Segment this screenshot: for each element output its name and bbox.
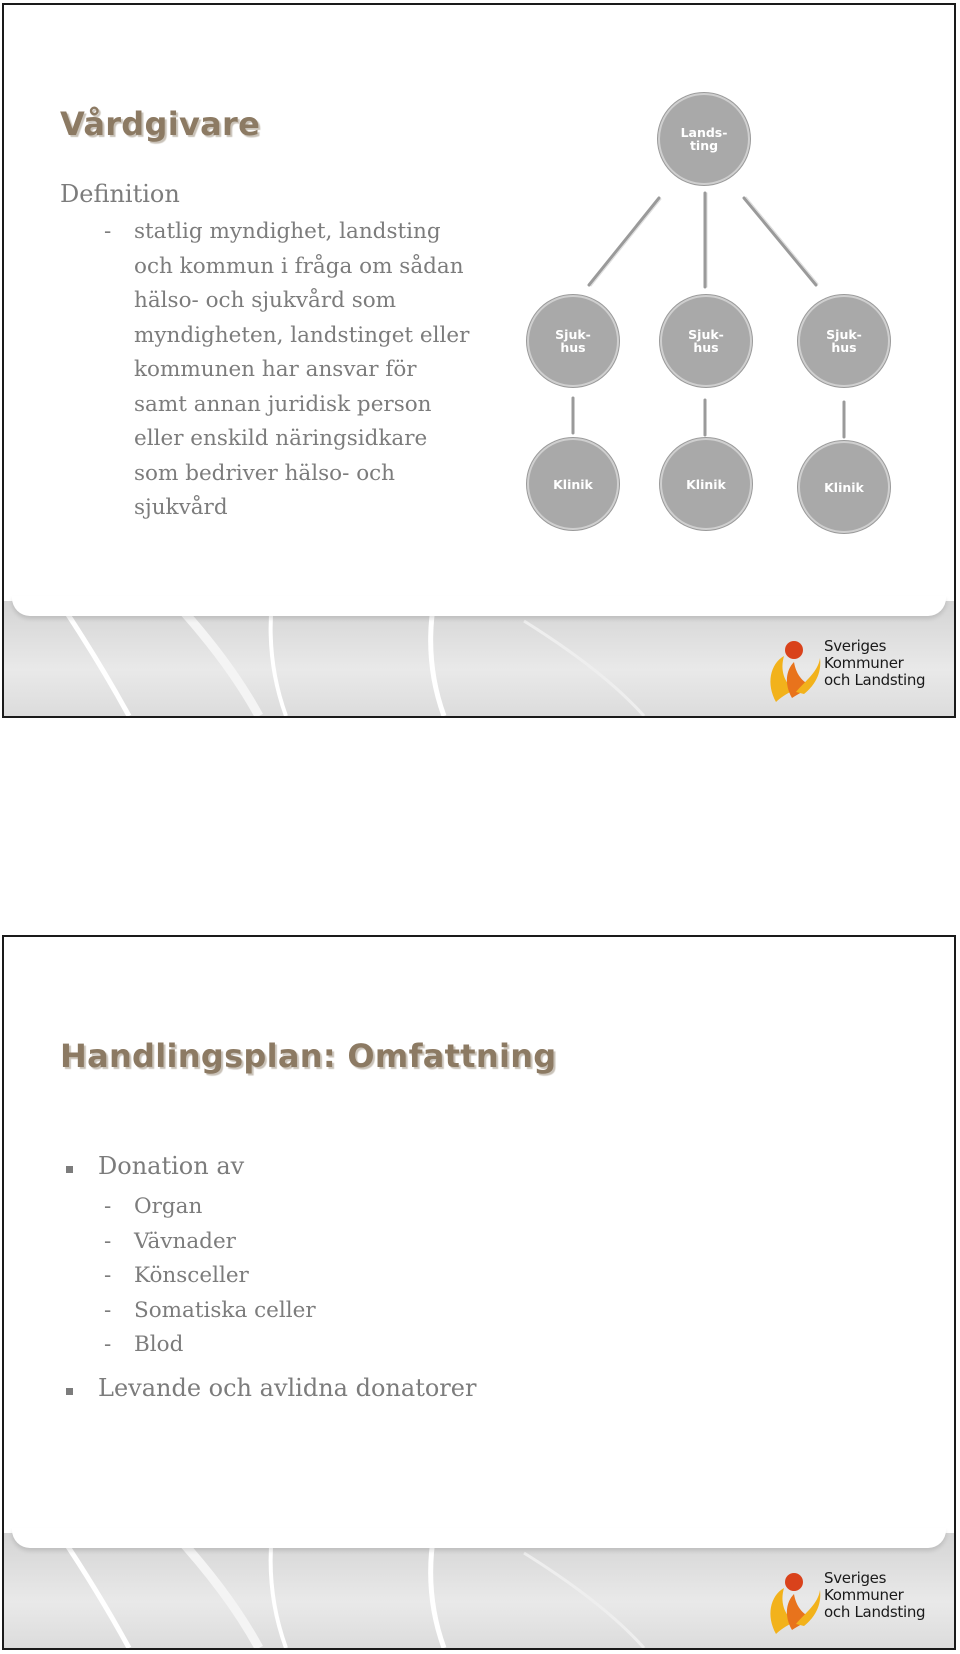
definition-line: som bedriver hälso- och	[134, 460, 396, 486]
definition-line: och kommun i fråga om sådan	[134, 253, 464, 279]
sub-item-dash: -	[104, 1228, 112, 1254]
logo-line: Kommuner	[824, 1586, 904, 1604]
definition-heading: Definition	[60, 180, 180, 208]
skl-logo	[766, 1566, 936, 1634]
skl-logo-icon	[766, 1566, 822, 1634]
org-node-klinik	[660, 438, 752, 530]
sub-item-label: Somatiska celler	[134, 1297, 316, 1323]
sub-item	[104, 1294, 316, 1329]
skl-logo-icon	[766, 634, 822, 702]
node-label: Sjuk- hus	[688, 327, 724, 355]
node-label: Sjuk- hus	[555, 327, 591, 355]
sub-item-label: Organ	[134, 1194, 203, 1219]
definition-line: statlig myndighet, landsting	[134, 219, 441, 244]
node-label: Klinik	[553, 476, 593, 492]
definition-line: samt annan juridisk person	[134, 391, 432, 417]
logo-line: Sveriges	[824, 1569, 887, 1587]
slide-title: Handlingsplan: Omfattning	[60, 1037, 557, 1075]
bullet-list	[60, 1152, 660, 1432]
sub-item-label: Blod	[134, 1332, 184, 1357]
slide-vardgivare	[2, 3, 956, 718]
sub-item-dash: -	[104, 1263, 112, 1288]
definition-line: hälso- och sjukvård som	[134, 288, 397, 313]
node-label: Lands- ting	[680, 125, 728, 153]
org-node-klinik	[798, 441, 890, 533]
slide-footer	[4, 601, 954, 716]
node-label: Klinik	[824, 479, 864, 495]
definition-dash: -	[104, 219, 112, 244]
sub-list	[104, 1190, 316, 1363]
skl-logo-text	[824, 1570, 925, 1621]
sub-item-dash: -	[104, 1297, 112, 1323]
org-node-sjukhus	[660, 295, 752, 387]
sub-item-label: Vävnader	[134, 1228, 236, 1254]
definition-line: kommunen har ansvar för	[134, 357, 417, 382]
skl-logo	[766, 634, 936, 702]
org-node-sjukhus	[798, 295, 890, 387]
node-label: Sjuk- hus	[826, 327, 862, 355]
sub-item-label: Könsceller	[134, 1263, 249, 1288]
sub-item	[104, 1225, 236, 1260]
logo-line: Kommuner	[824, 654, 904, 672]
logo-line: Sveriges	[824, 637, 887, 655]
definition-line: sjukvård	[134, 495, 228, 520]
slide-title: Vårdgivare	[60, 105, 261, 143]
org-node-landsting	[658, 93, 750, 185]
skl-logo-text	[824, 638, 925, 689]
connector-line	[744, 198, 816, 285]
sub-item	[104, 1259, 249, 1294]
org-node-klinik	[527, 438, 619, 530]
sub-item-dash: -	[104, 1332, 112, 1357]
logo-line: och Landsting	[824, 671, 926, 689]
sub-item	[104, 1328, 184, 1363]
slide-footer	[4, 1533, 954, 1648]
connector-line	[589, 198, 659, 285]
bullet-item: Donation av	[98, 1152, 245, 1180]
definition-line: eller enskild näringsidkare	[134, 426, 428, 451]
node-label: Klinik	[686, 476, 726, 492]
logo-line: och Landsting	[824, 1603, 926, 1621]
org-node-sjukhus	[527, 295, 619, 387]
content-area-bottom-edge	[12, 596, 946, 616]
sub-item-dash: -	[104, 1194, 112, 1219]
bullet-square-icon	[66, 1166, 73, 1173]
slide-handlingsplan	[2, 935, 956, 1650]
definition-line: myndigheten, landstinget eller	[134, 322, 470, 348]
bullet-square-icon	[66, 1388, 73, 1395]
sub-item	[104, 1190, 203, 1225]
bullet-item: Levande och avlidna donatorer	[98, 1374, 477, 1402]
content-area-bottom-edge	[12, 1528, 946, 1548]
